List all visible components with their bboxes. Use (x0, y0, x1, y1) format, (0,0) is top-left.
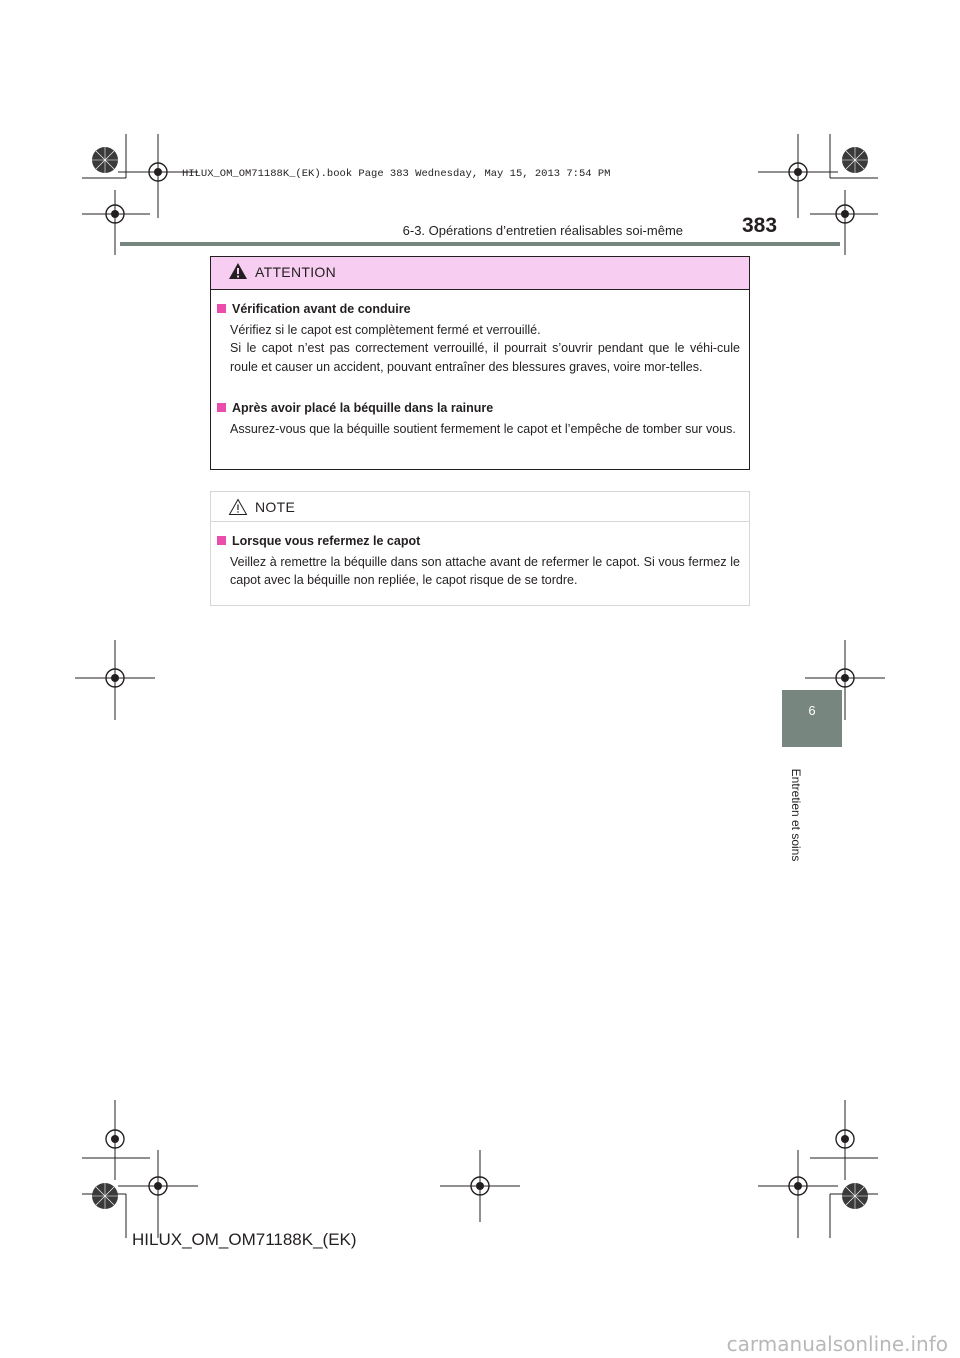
attention-item-text: Assurez-vous que la béquille soutient fermement le capot et l’empêche de tomber sur vous. (230, 422, 736, 436)
bullet-square-icon (217, 304, 226, 313)
header-divider (120, 242, 840, 246)
chapter-label (766, 760, 826, 870)
heading-text: Après avoir placé la béquille dans la rainure (232, 401, 494, 415)
chapter-number: 6 (808, 703, 816, 718)
section-title: 6-3. Opérations d’entretien réalisables soi-même (402, 223, 683, 238)
bullet-square-icon (217, 403, 226, 412)
attention-item-heading (217, 302, 411, 316)
watermark: carmanualsonline.info (726, 1332, 948, 1356)
note-item-text: Veillez à remettre la béquille dans son attache avant de refermer le capot. Si vous fermez le capot avec la béquille non repliée, le capot risque de se tordre. (230, 555, 740, 588)
paragraph-text: Si le capot n’est pas correctement verrouillé, il pourrait s’ouvrir pendant que le véhi-cule roule et causer un accident, pouvant entraîner des blessures graves, voire mor-telles. (230, 341, 740, 374)
page-number: 383 (742, 214, 778, 237)
document-id: HILUX_OM_OM71188K_(EK) (132, 1230, 357, 1249)
attention-item-text (230, 321, 740, 376)
print-info: HILUX_OM_OM71188K_(EK).book Page 383 Wednesday, May 15, 2013 7:54 PM (182, 168, 611, 180)
chapter-tab (782, 690, 842, 747)
paragraph-line: Vérifiez si le capot est complètement fermé et verrouillé. (230, 323, 541, 337)
note-box (210, 491, 750, 606)
attention-item-heading (217, 401, 493, 415)
note-title: NOTE (255, 499, 296, 515)
heading-text: Vérification avant de conduire (232, 302, 411, 316)
heading-text: Lorsque vous refermez le capot (232, 534, 421, 548)
chapter-label-text: Entretien et soins (789, 768, 803, 862)
bullet-square-icon (217, 536, 226, 545)
note-item-heading (217, 534, 420, 548)
warning-icon (228, 262, 248, 280)
attention-box (210, 256, 750, 470)
attention-title: ATTENTION (255, 264, 336, 280)
attention-header (211, 257, 749, 290)
note-header (211, 492, 749, 522)
caution-outline-icon (228, 498, 248, 516)
